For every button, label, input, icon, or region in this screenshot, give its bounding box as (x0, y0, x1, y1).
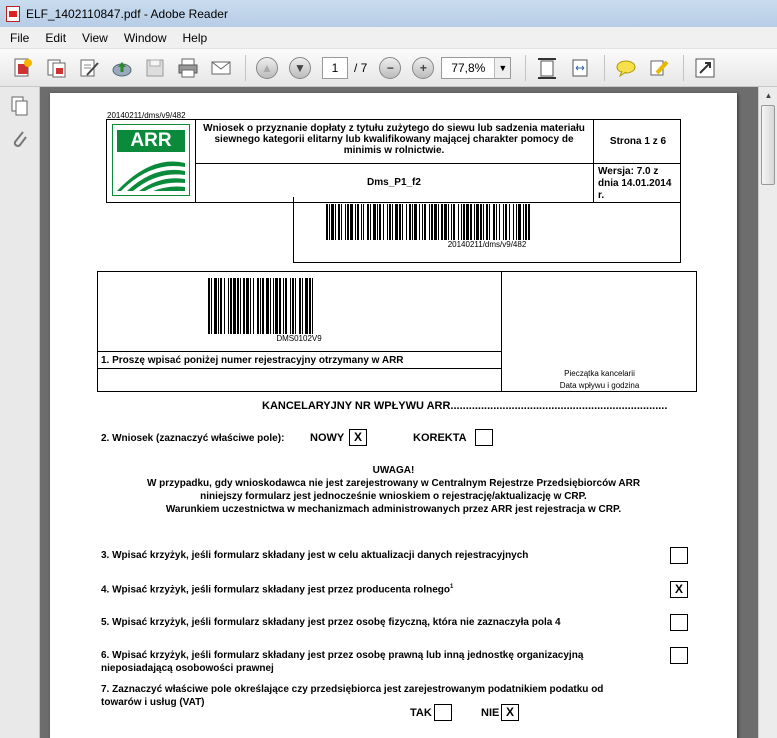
page-total: / 7 (354, 60, 368, 75)
q4-footnote: 1 (450, 584, 454, 590)
full-screen-button[interactable] (690, 53, 720, 83)
arr-logo-fields-graphic (113, 155, 189, 195)
q4-label (101, 584, 453, 595)
registration-divider (97, 351, 501, 352)
save-button[interactable] (140, 53, 170, 83)
print-button[interactable] (173, 53, 203, 83)
combine-files-icon (45, 57, 67, 79)
document-reference: 20140211/dms/v9/482 (107, 111, 186, 120)
barcode-caption: DMS0102V9 (276, 334, 322, 343)
uwaga-title: UWAGA! (372, 465, 415, 476)
q4-checkbox[interactable]: X (670, 581, 688, 598)
expand-icon (694, 57, 716, 79)
email-button[interactable] (206, 53, 236, 83)
edit-pdf-button[interactable] (74, 53, 104, 83)
q5-checkbox[interactable] (670, 614, 688, 631)
fit-width-button[interactable] (565, 53, 595, 83)
title-bar (0, 0, 777, 27)
menu-view[interactable]: View (82, 30, 108, 45)
registration-number-field[interactable] (98, 369, 500, 391)
menu-edit[interactable]: Edit (45, 30, 67, 45)
header-divider (195, 119, 196, 203)
registration-number-label: 1. Proszę wpisać poniżej numer rejestracyjny otrzymany w ARR (101, 355, 404, 366)
stamp-date-label: Data wpływu i godzina (559, 381, 640, 390)
printer-icon (177, 57, 199, 79)
create-pdf-button[interactable] (8, 53, 38, 83)
menu-help[interactable]: Help (182, 30, 208, 45)
form-code: Dms_P1_f2 (367, 177, 421, 188)
highlighter-icon (648, 57, 670, 79)
minus-icon: − (379, 57, 401, 79)
page-number-input[interactable]: 1 (322, 57, 348, 79)
toolbar-separator (525, 55, 526, 81)
zoom-in-button[interactable] (408, 53, 438, 83)
menu-bar (0, 27, 777, 49)
q6-label-line-2: nieposiadającą osobowości prawnej (101, 663, 274, 674)
paperclip-icon (10, 128, 30, 150)
plus-icon: + (412, 57, 434, 79)
comment-bubble-icon (615, 57, 637, 79)
arr-logo-text: ARR (117, 130, 185, 152)
vertical-scrollbar[interactable] (758, 87, 777, 738)
q7-label-line-1: 7. Zaznaczyć właściwe pole określające czy przedsiębiorca jest zarejestrowanym podatnikiem podatku od (101, 684, 604, 695)
header-divider (593, 119, 594, 203)
navigation-panel (0, 87, 40, 738)
toolbar-separator (604, 55, 605, 81)
barcode (208, 278, 315, 334)
q7-nie-checkbox[interactable]: X (501, 704, 519, 721)
create-pdf-icon (12, 57, 34, 79)
pdf-file-icon (6, 6, 20, 22)
pages-icon (10, 96, 30, 118)
q6-checkbox[interactable] (670, 647, 688, 664)
fit-page-button[interactable] (532, 53, 562, 83)
q3-checkbox[interactable] (670, 547, 688, 564)
zoom-out-button[interactable] (375, 53, 405, 83)
q7-label-line-2: towarów i usług (VAT) (101, 697, 205, 708)
header-divider (195, 163, 681, 164)
cloud-upload-icon (111, 57, 133, 79)
zoom-select[interactable] (441, 57, 511, 79)
arrow-down-icon: ▼ (289, 57, 311, 79)
q6-label-line-1: 6. Wpisać krzyżyk, jeśli formularz składany jest przez osobę prawną lub inną jednostkę organizacyjną (101, 650, 584, 661)
q2-label: 2. Wniosek (zaznaczyć właściwe pole): (101, 433, 285, 444)
q2-nowy-label: NOWY (310, 432, 345, 444)
previous-page-button[interactable] (252, 53, 282, 83)
q7-tak-checkbox[interactable] (434, 704, 452, 721)
toolbar-separator (683, 55, 684, 81)
upload-button[interactable] (107, 53, 137, 83)
toolbar (0, 49, 777, 87)
q2-nowy-checkbox[interactable]: X (349, 429, 367, 446)
uwaga-line-3: Warunkiem uczestnictwa w mechanizmach administrowanych przez ARR jest rejestracja w CRP. (165, 504, 622, 515)
q2-korekta-checkbox[interactable] (475, 429, 493, 446)
q5-label: 5. Wpisać krzyżyk, jeśli formularz składany jest przez osobę fizyczną, która nie zaznaczyła pola 4 (101, 617, 561, 628)
page-indicator: Strona 1 z 6 (609, 136, 667, 147)
scroll-up-icon[interactable]: ▲ (764, 91, 773, 100)
uwaga-line-2: niniejszy formularz jest jednocześnie wnioskiem o rejestrację/aktualizację w CRP. (200, 491, 587, 502)
pdf-page (50, 93, 737, 738)
window-title: ELF_1402110847.pdf - Adobe Reader (26, 6, 228, 21)
arrow-up-icon: ▲ (256, 57, 278, 79)
form-version: Wersja: 7.0 z dnia 14.01.2014 r. (598, 166, 672, 201)
chevron-down-icon: ▼ (494, 58, 510, 78)
edit-document-icon (78, 57, 100, 79)
envelope-icon (210, 57, 232, 79)
q4-text: 4. Wpisać krzyżyk, jeśli formularz składany jest przez producenta rolnego (101, 584, 450, 596)
scrollbar-thumb[interactable] (761, 105, 775, 185)
barcode (326, 204, 533, 240)
comment-button[interactable] (611, 53, 641, 83)
zoom-value: 77,8% (451, 60, 486, 75)
q7-nie-label: NIE (481, 707, 500, 719)
toolbar-separator (245, 55, 246, 81)
barcode-caption: 20140211/dms/v9/482 (447, 240, 527, 249)
arr-logo (112, 124, 190, 196)
q7-tak-label: TAK (410, 707, 432, 719)
fit-page-icon (536, 57, 558, 79)
save-disk-icon (144, 57, 166, 79)
q2-korekta-label: KOREKTA (413, 432, 467, 444)
stamp-label: Pieczątka kancelarii (564, 369, 635, 378)
highlight-button[interactable] (644, 53, 674, 83)
page-thumbnails-button[interactable] (8, 95, 32, 119)
q3-label: 3. Wpisać krzyżyk, jeśli formularz składany jest w celu aktualizacji danych rejestracyjnych (101, 550, 529, 561)
menu-file[interactable]: File (10, 30, 30, 45)
menu-window[interactable]: Window (123, 30, 167, 45)
combine-files-button[interactable] (41, 53, 71, 83)
next-page-button[interactable] (285, 53, 315, 83)
attachments-button[interactable] (8, 127, 32, 151)
document-viewer[interactable] (40, 87, 758, 738)
form-title: Wniosek o przyznanie dopłaty z tytułu zużytego do siewu lub sadzenia materiału siewnego kategorii elitarny lub kwalifikowany mającej charakter pomocy de minimis w rolnictwie. (203, 123, 585, 156)
kancelaryjny-line: KANCELARYJNY NR WPŁYWU ARR....................................................................... (262, 400, 668, 412)
uwaga-line-1: W przypadku, gdy wnioskodawca nie jest zarejestrowany w Centralnym Rejestrze Przedsiębiorców ARR (146, 478, 641, 489)
fit-width-icon (569, 57, 591, 79)
